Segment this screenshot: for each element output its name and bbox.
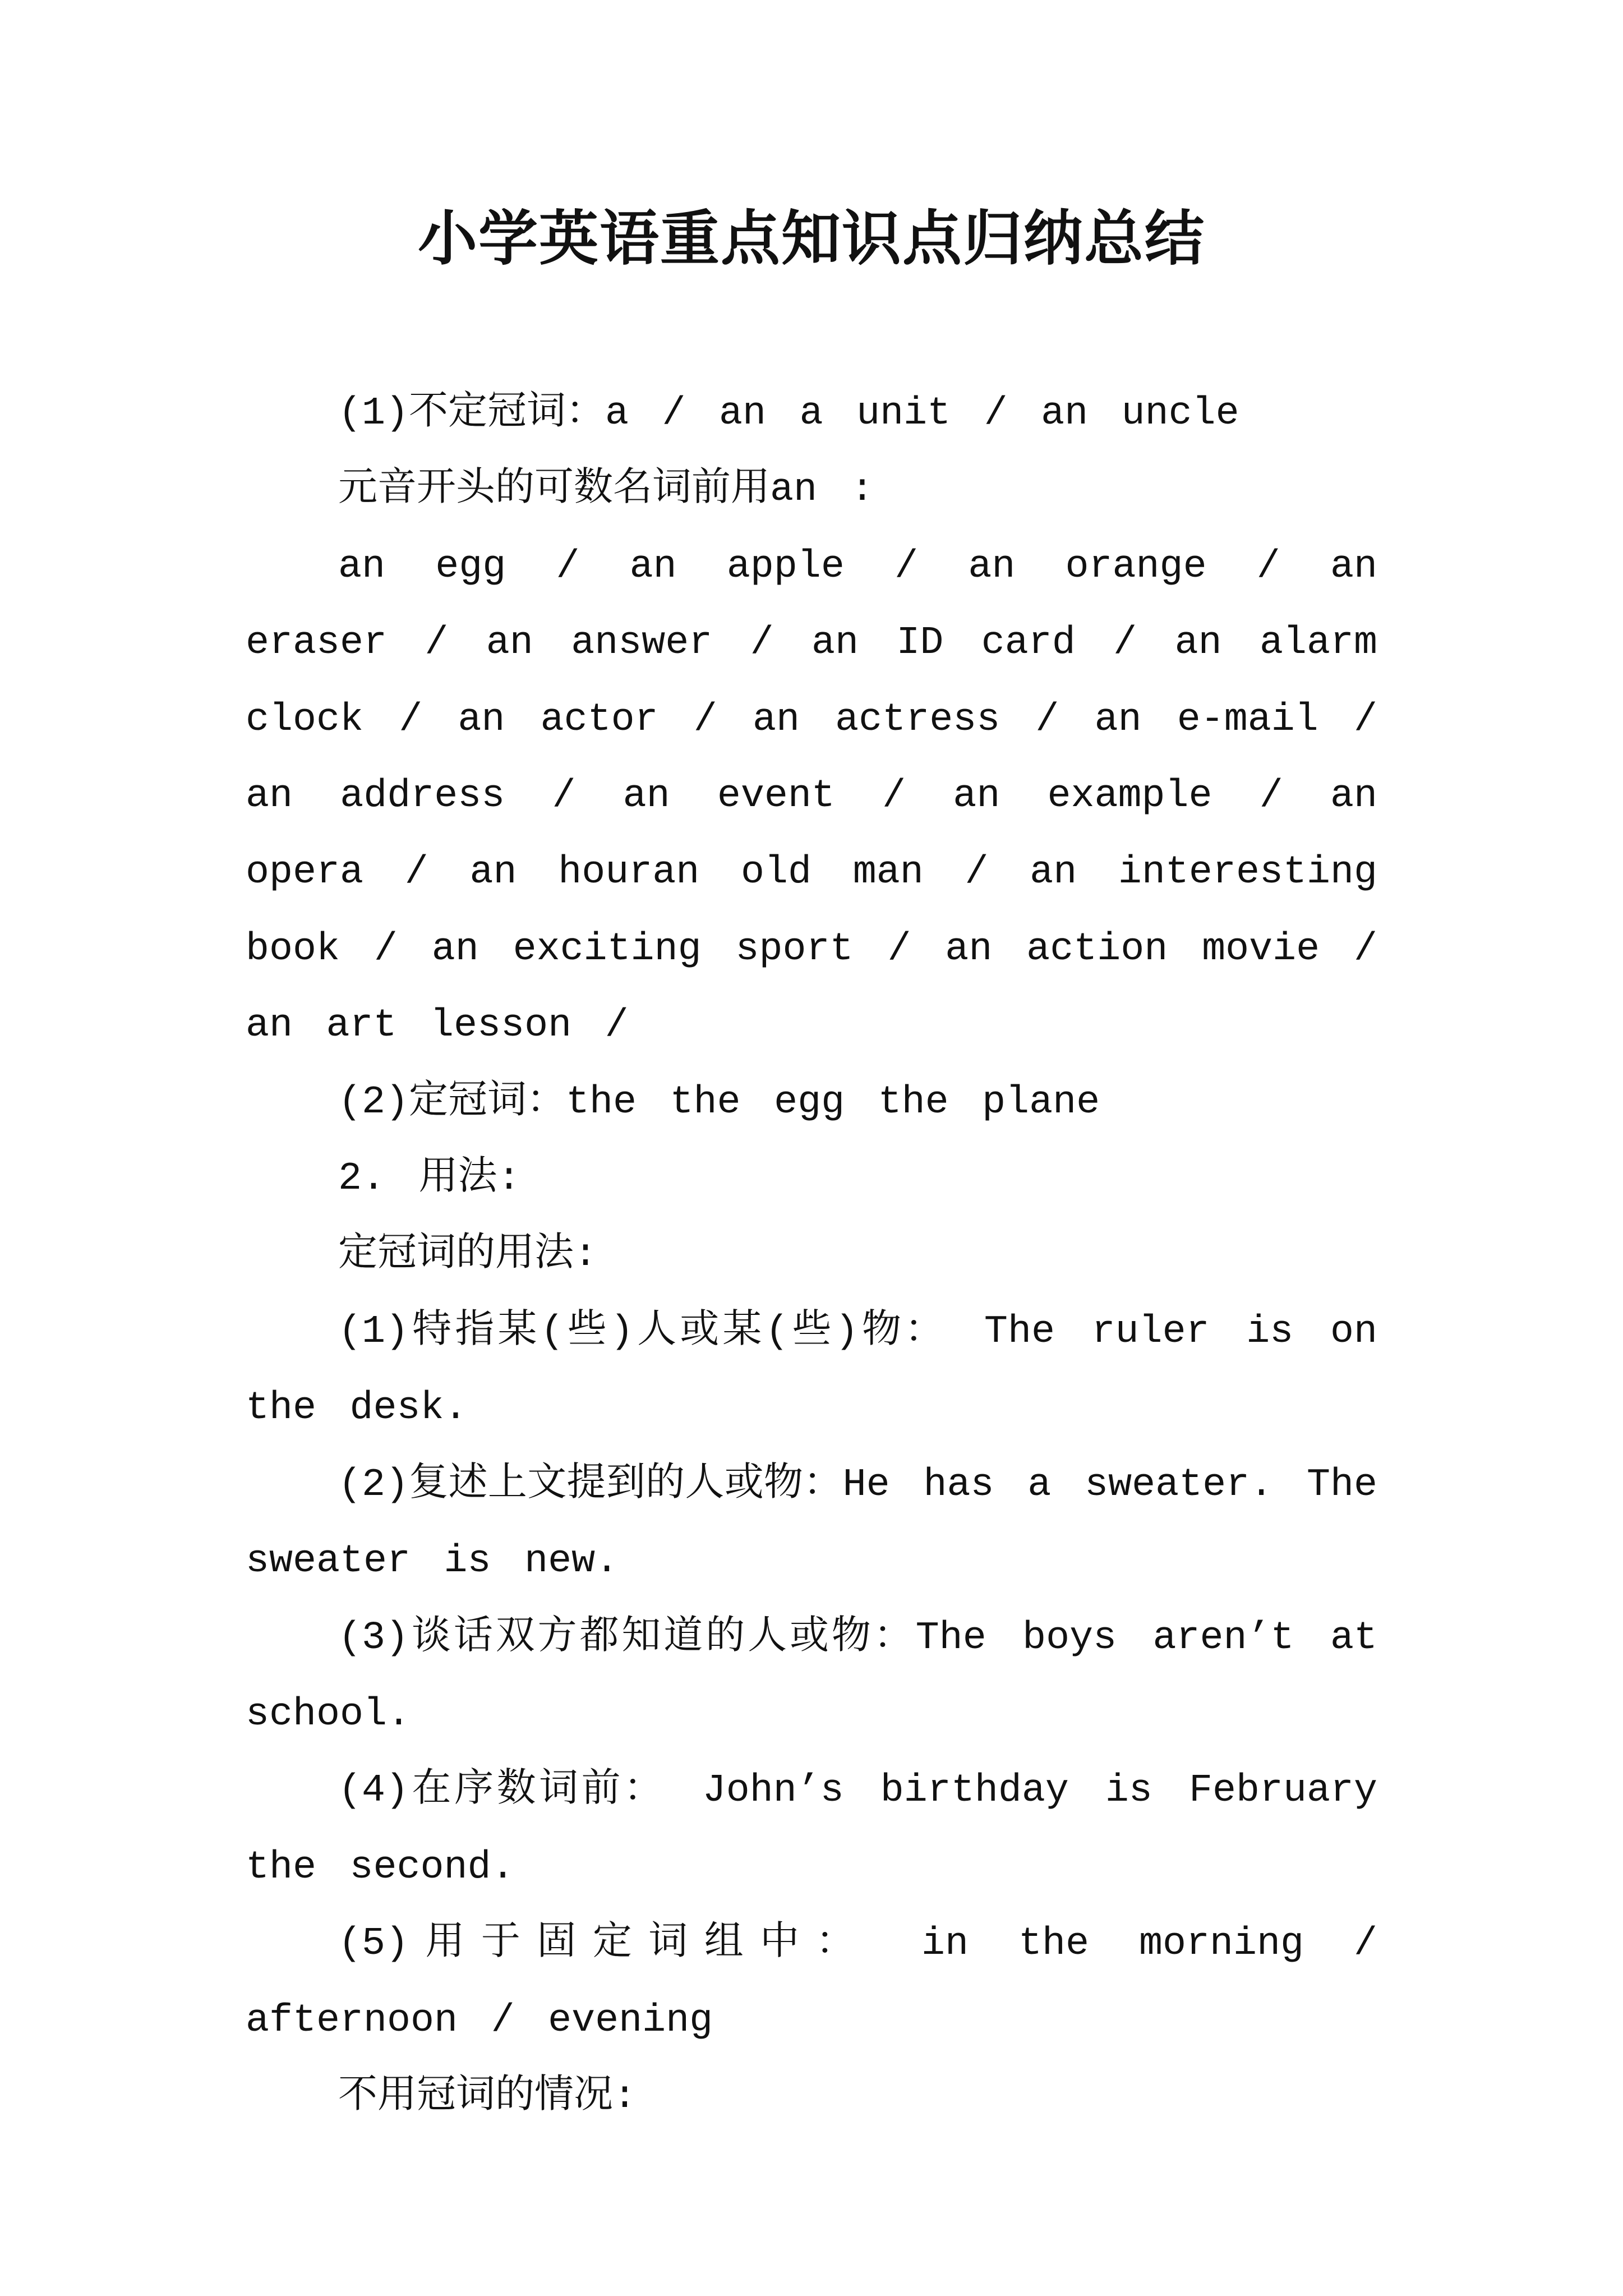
paragraph-no-article-heading: 不用冠词的情况: xyxy=(338,2074,637,2119)
paragraph-an-examples: an egg / an apple / an orange / an eraser / an answer / an ID card / an alarm clock / an actor / an actress / an e-mail / an address / an event / an example / an opera / an houran old man / an interesting book / an exciting sport / an action movie / an art lesson / xyxy=(246,544,1377,1048)
paragraph-usage-heading: 2. 用法: xyxy=(338,1157,521,1202)
paragraph-usage-3: (3)谈话双方都知道的人或物：The boys aren’t at school. xyxy=(246,1616,1377,1737)
paragraph-usage-2: (2)复述上文提到的人或物：He has a sweater. The sweater is new. xyxy=(246,1462,1377,1584)
paragraph-usage-4: (4)在序数词前： John’s birthday is February the second. xyxy=(246,1769,1377,1890)
document-body xyxy=(246,376,1377,2136)
paragraph-indefinite-article: (1)不定冠词：a / an a unit / an uncle xyxy=(338,392,1239,436)
paragraph-definite-usage-heading: 定冠词的用法: xyxy=(338,1233,598,1278)
paragraph-usage-5: (5)用于固定词组中： in the morning / afternoon / evening xyxy=(246,1922,1377,2043)
paragraph-vowel-rule: 元音开头的可数名词前用an : xyxy=(338,468,874,513)
paragraph-definite-article: (2)定冠词：the the egg the plane xyxy=(338,1080,1100,1125)
document-title: 小学英语重点知识点归纳总结 xyxy=(418,203,1205,273)
paragraph-usage-1: (1)特指某(些)人或某(些)物： The ruler is on the desk. xyxy=(246,1309,1377,1431)
